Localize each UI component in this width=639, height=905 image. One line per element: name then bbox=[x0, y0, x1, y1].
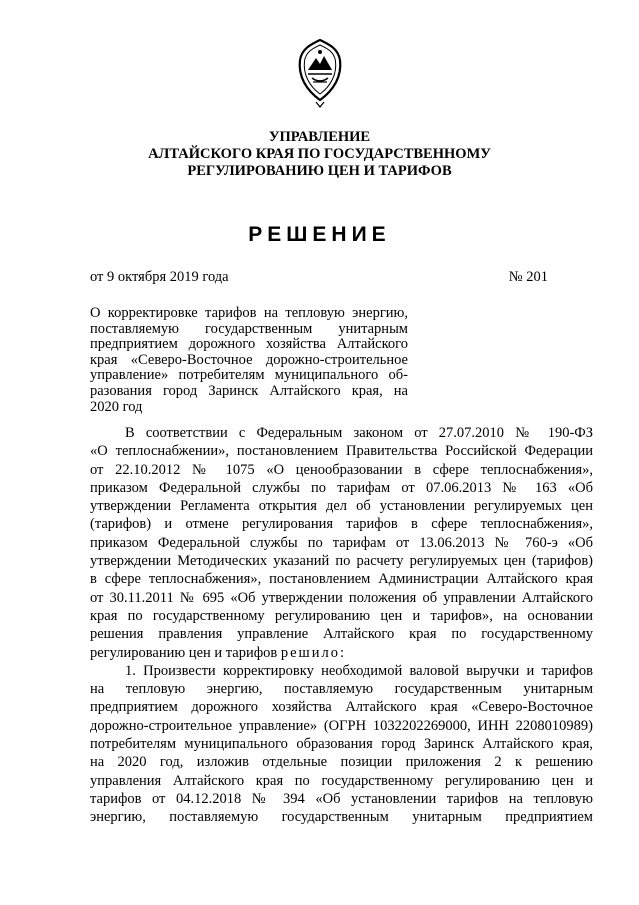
org-line: РЕГУЛИРОВАНИЮ ЦЕН И ТАРИФОВ bbox=[187, 163, 452, 179]
body-line: управления Алтайского края по государственному регулированию цен и bbox=[90, 772, 593, 789]
body-line: от 30.11.2011 № 695 «Об утверждении положения об управлении Алтайского bbox=[90, 589, 593, 606]
document-subject bbox=[90, 306, 408, 415]
body-line: утверждении Регламента открытия дел об установлении регулируемых цен bbox=[90, 498, 593, 515]
document-title: РЕШЕНИЕ bbox=[248, 223, 391, 246]
body-line: В соответствии с Федеральным законом от 27.07.2010 № 190-ФЗ bbox=[125, 425, 593, 441]
body-line: на 2020 год, изложив отдельные позиции приложения 2 к решению bbox=[90, 754, 593, 771]
body-line: тарифов от 04.12.2018 № 394 «Об установлении тарифов на тепловую bbox=[90, 790, 593, 807]
body-line: от 22.10.2012 № 1075 «О ценообразовании в сфере теплоснабжения», bbox=[90, 461, 593, 478]
subject-line: поставляемую государственным унитарным bbox=[90, 320, 408, 337]
body-line: потребителям муниципального образования город Заринск Алтайского края, bbox=[90, 736, 593, 753]
body-line-text: регулированию цен и тарифов bbox=[90, 644, 278, 661]
body-line: на тепловую энергию, поставляемую государственным унитарным bbox=[90, 681, 593, 698]
body-line: дорожно-строительное управление» (ОГРН 1032202269000, ИНН 2208010989) bbox=[90, 717, 593, 734]
document-body bbox=[90, 424, 593, 827]
body-line: предприятием дорожного хозяйства Алтайского края «Северо-Восточное bbox=[90, 699, 593, 716]
subject-line: О корректировке тарифов на тепловую энергию, bbox=[90, 305, 408, 321]
body-line: (тарифов) и отмене регулирования тарифов в сфере теплоснабжения», bbox=[90, 516, 593, 533]
body-line: энергию, поставляемую государственным унитарным предприятием bbox=[90, 809, 593, 826]
issuing-organization bbox=[0, 129, 639, 180]
document-number: № 201 bbox=[508, 269, 548, 285]
subject-line: 2020 год bbox=[90, 398, 143, 415]
subject-line: края «Северо-Восточное дорожно-строительное bbox=[90, 351, 408, 368]
subject-line: разования город Заринск Алтайского края, на bbox=[90, 382, 408, 399]
body-line: приказом Федеральной службы по тарифам от 07.06.2013 № 163 «Об bbox=[90, 479, 593, 496]
subject-line: предприятием дорожного хозяйства Алтайского bbox=[90, 336, 408, 353]
body-line: края по государственному регулированию цен и тарифов», на основании bbox=[90, 607, 593, 624]
document-date: от 9 октября 2019 года bbox=[90, 269, 229, 285]
org-line: УПРАВЛЕНИЕ bbox=[268, 129, 371, 145]
subject-line: управление» потребителям муниципального об- bbox=[90, 367, 408, 384]
coat-of-arms-emblem bbox=[296, 38, 344, 108]
body-line: в сфере теплоснабжения», постановлением Администрации Алтайского края bbox=[90, 571, 593, 588]
body-line: «О теплоснабжении», постановлением Правительства Российской Федерации bbox=[90, 443, 593, 460]
body-line: 1. Произвести корректировку необходимой валовой выручки и тарифов bbox=[125, 662, 593, 679]
body-line: решения правления управление Алтайского края по государственному bbox=[90, 626, 593, 643]
decided-word: решило bbox=[280, 644, 340, 661]
decided-colon: : bbox=[339, 644, 344, 661]
body-line: приказом Федеральной службы по тарифам от 13.06.2013 № 760-э «Об bbox=[90, 534, 593, 551]
body-line: утверждении Методических указаний по расчету регулируемых цен (тарифов) bbox=[90, 553, 593, 570]
body-line-decided bbox=[90, 644, 593, 662]
org-line: АЛТАЙСКОГО КРАЯ ПО ГОСУДАРСТВЕННОМУ bbox=[148, 146, 491, 162]
